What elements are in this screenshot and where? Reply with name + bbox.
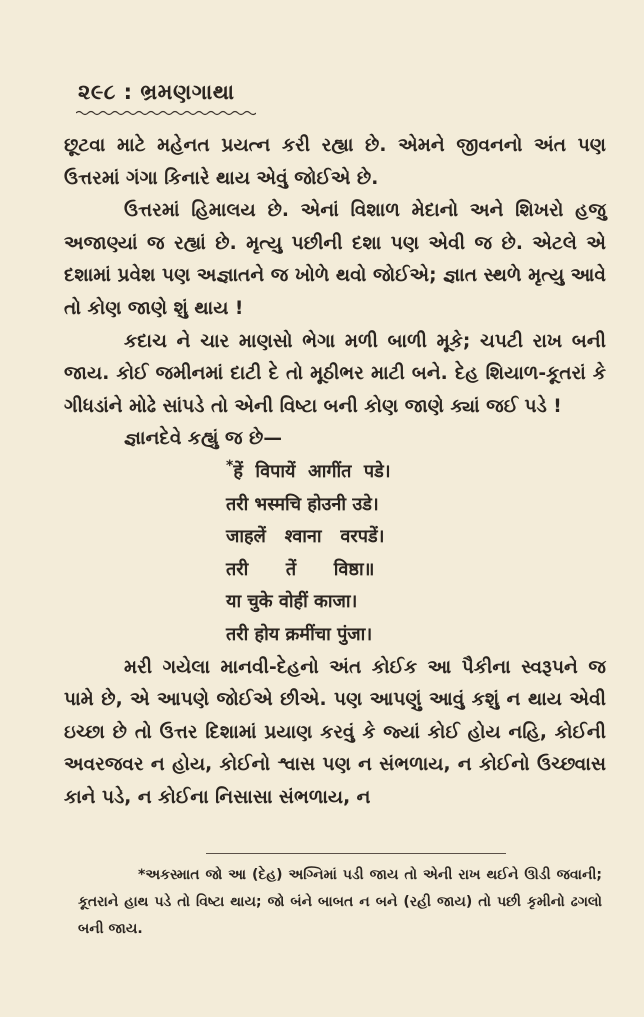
paragraph-2: ઉત્તરમાં હિમાલય છે. એનાં વિશાળ મેદાનો અને શિખરો હજુ અજાણ્યાં જ રહ્યાં છે. મૃત્યુ પછીની દશા પણ એવી જ છે. એટલે એ દશામાં પ્રવેશ પણ અજ્ઞાતને જ ખોળે થવો જોઈએ; જ્ઞાત સ્થળે મૃત્યુ આવે તો કોણ જાણે શું થાય !: [64, 200, 606, 319]
verse-line-2: तरी भस्मचि होउनी उडे।: [226, 493, 379, 515]
marathi-verse: [226, 456, 606, 652]
footnote: [78, 862, 602, 943]
verse-line-6: तरी होय क्रमींचा पुंजा।: [226, 623, 373, 645]
running-head-underline: [76, 110, 256, 116]
verse-line-1: *हें विपायें आगींत पडे।: [226, 457, 391, 482]
verse-intro: જ્ઞાનદેવે કહ્યું જ છે—: [124, 428, 282, 450]
footnote-divider: [206, 853, 506, 854]
verse-line-5: या चुके वोहीं काजा।: [226, 591, 358, 613]
running-head: ૨૯૮ : ભ્રમણગાથા: [78, 80, 235, 104]
paragraph-3: કદાચ ને ચાર માણસો ભેગા મળી બાળી મૂકે; ચપટી રાખ બની જાય. કોઈ જમીનમાં દાટી દે તો મૂઠીભર માટી બને. દેહ શિયાળ-કૂતરાં કે ગીધડાંને મોઢે સાંપડે તો એની વિષ્ટા બની કોણ જાણે ક્યાં જઈ પડે !: [64, 330, 606, 417]
verse-line-3: जाहलें श्वाना वरपडें।: [226, 526, 385, 548]
footnote-marker: *: [226, 457, 234, 474]
paragraph-4: મરી ગયેલા માનવી-દેહનો અંત કોઈક આ પૈકીના સ્વરૂપને જ પામે છે, એ આપણે જોઈએ છીએ. પણ આપણું આવું કશું ન થાય એવી ઇચ્છા છે તો ઉત્તર દિશામાં પ્રયાણ કરવું કે જ્યાં કોઈ હોય નહિ, કોઈની અવરજવર ન હોય, કોઈનો શ્વાસ પણ ન સંભળાય, ન કોઈનો ઉચ્છ્વાસ કાને પડે, ન કોઈના નિસાસા સંભળાય, ન: [64, 656, 606, 808]
body-text: [64, 130, 606, 814]
verse-line-4: तरी तें विष्ठा॥: [226, 558, 375, 580]
footnote-text: *અકસ્માત જો આ (દેહ) અગ્નિમાં પડી જાય તો એની રાખ થઈને ઊડી જવાની; કૂતરાને હાથ પડે તો વિષ્ટા થાય; જો બંને બાબત ન બને (રહી જાય) તો પછી કૃમીનો ઢગલો બની જાય.: [78, 867, 602, 937]
paragraph-1: છૂટવા માટે મહેનત પ્રયત્ન કરી રહ્યા છે. એમને જીવનનો અંત પણ ઉત્તરમાં ગંગા કિનારે થાય એવું જોઈએ છે.: [64, 135, 606, 189]
